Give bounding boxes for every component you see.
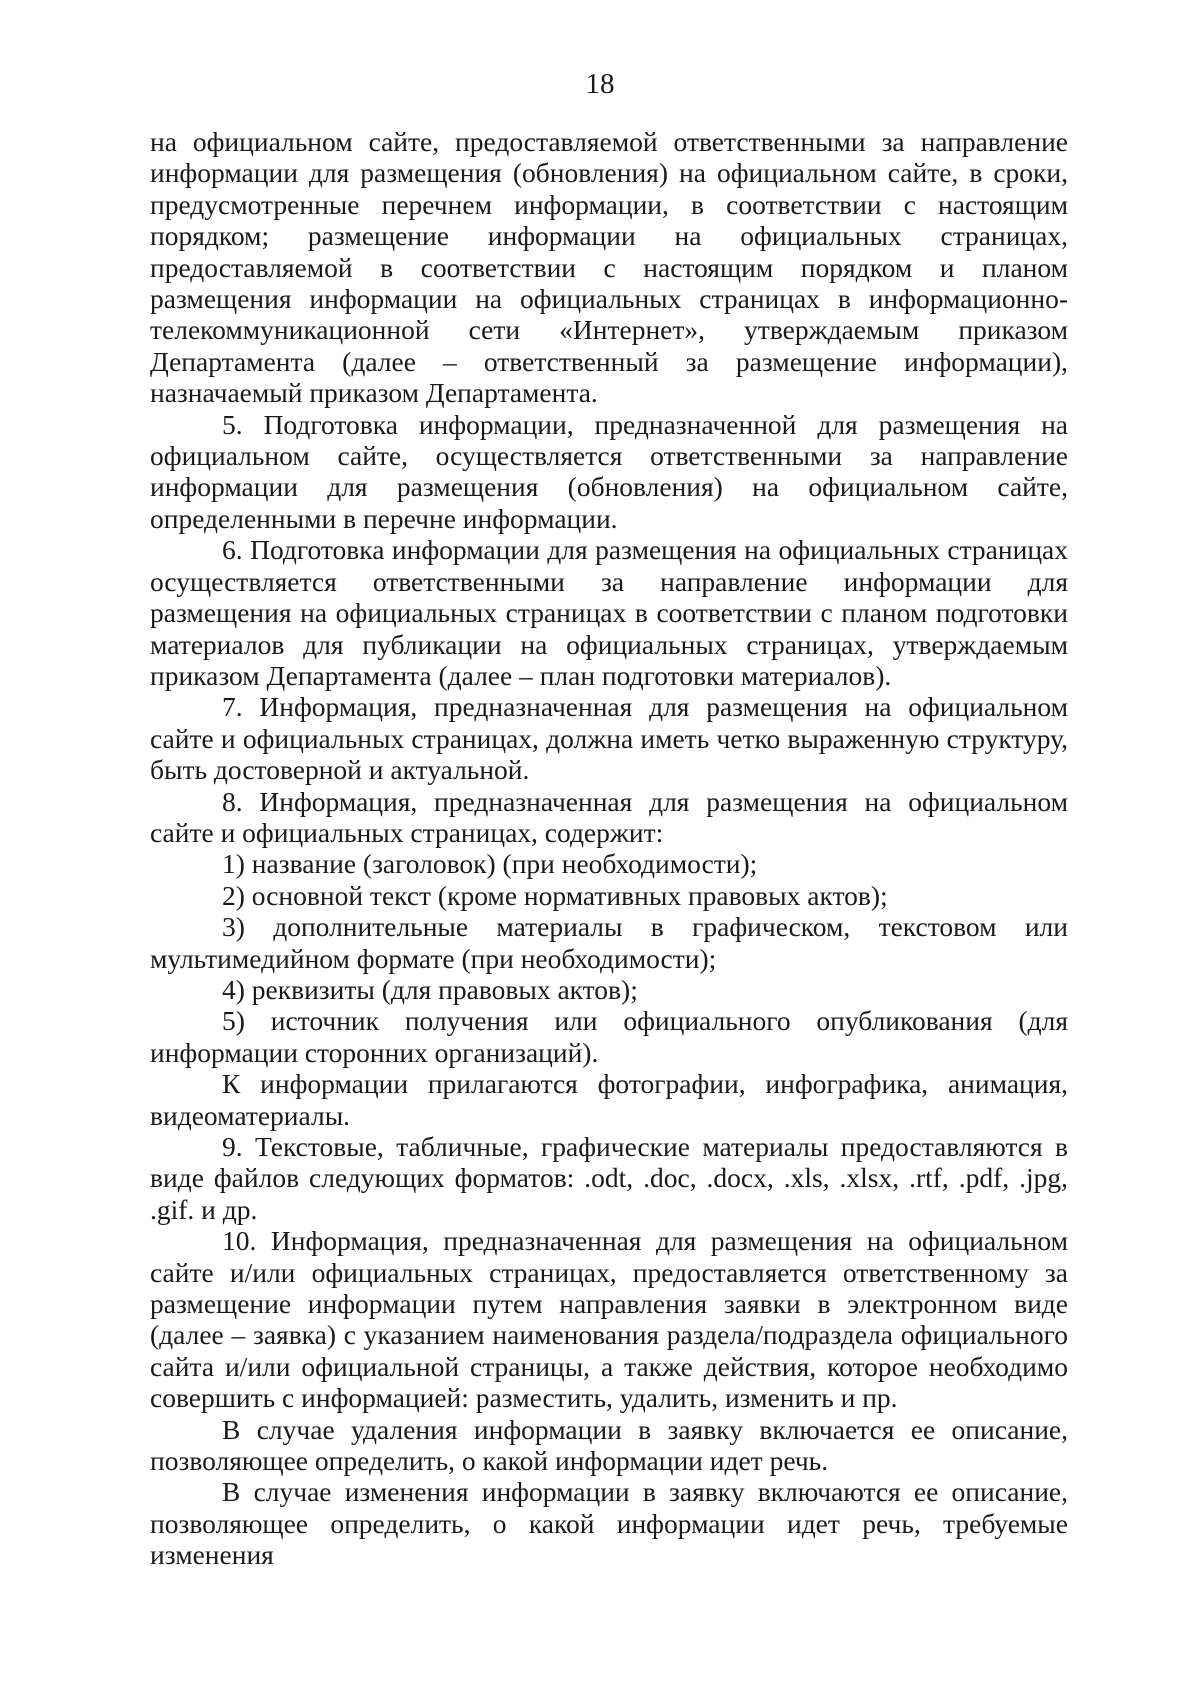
document-body xyxy=(150,126,1068,1571)
paragraph-item-8: 8. Информация, предназначенная для размещения на официальном сайте и официальных страницах, содержит: xyxy=(150,785,1068,848)
paragraph-continuation: на официальном сайте, предоставляемой ответственными за направление информации для размещения (обновления) на официальном сайте, в сроки, предусмотренные перечнем информации, в соответствии с настоящим порядком; размещение информации на официальных страницах, предоставляемой в соответствии с настоящим порядком и планом размещения информации на официальных страницах в информационно-телекоммуникационной сети «Интернет», утверждаемым приказом Департамента (далее – ответственный за размещение информации), назначаемый приказом Департамента. xyxy=(150,126,1068,409)
paragraph-deletion: В случае удаления информации в заявку включается ее описание, позволяющее определить, о какой информации идет речь. xyxy=(150,1413,1068,1477)
list-item-1: 1) название (заголовок) (при необходимости); xyxy=(222,848,758,880)
paragraph-modification: В случае изменения информации в заявку включаются ее описание, позволяющее определить, о какой информации идет речь, требуемые изменения xyxy=(150,1476,1068,1571)
list-item-3: 3) дополнительные материалы в графическом, текстовом или мультимедийном формате (при необходимости); xyxy=(150,911,1068,974)
list-item-2: 2) основной текст (кроме нормативных правовых актов); xyxy=(222,879,888,911)
paragraph-item-7: 7. Информация, предназначенная для размещения на официальном сайте и официальных страницах, должна иметь четко выраженную структуру, быть достоверной и актуальной. xyxy=(150,691,1068,786)
paragraph-attachments: К информации прилагаются фотографии, инфографика, анимация, видеоматериалы. xyxy=(150,1068,1068,1131)
list-item-4: 4) реквизиты (для правовых актов); xyxy=(222,973,638,1005)
paragraph-item-9: 9. Текстовые, табличные, графические материалы предоставляются в виде файлов следующих форматов: .odt, .doc, .docx, .xls, .xlsx, .rtf, .pdf, .jpg, .gif. и др. xyxy=(150,1131,1068,1225)
paragraph-item-5: 5. Подготовка информации, предназначенной для размещения на официальном сайте, осуществляется ответственными за направление информации для размещения (обновления) на официальном сайте, определенными в перечне информации. xyxy=(150,408,1068,534)
paragraph-item-10: 10. Информация, предназначенная для размещения на официальном сайте и/или официальных страницах, предоставляется ответственному за размещение информации путем направления заявки в электронном виде (далее – заявка) с указанием наименования раздела/подраздела официального сайта и/или официальной страницы, а также действия, которое необходимо совершить с информацией: разместить, удалить, изменить и пр. xyxy=(150,1225,1068,1414)
page-number: 18 xyxy=(585,68,615,100)
paragraph-item-6: 6. Подготовка информации для размещения на официальных страницах осуществляется ответственными за направление информации для размещения на официальных страницах в соответствии с планом подготовки материалов для публикации на официальных страницах, утверждаемым приказом Департамента (далее – план подготовки материалов). xyxy=(150,534,1068,691)
list-item-5: 5) источник получения или официального опубликования (для информации сторонних организаций). xyxy=(150,1005,1068,1068)
